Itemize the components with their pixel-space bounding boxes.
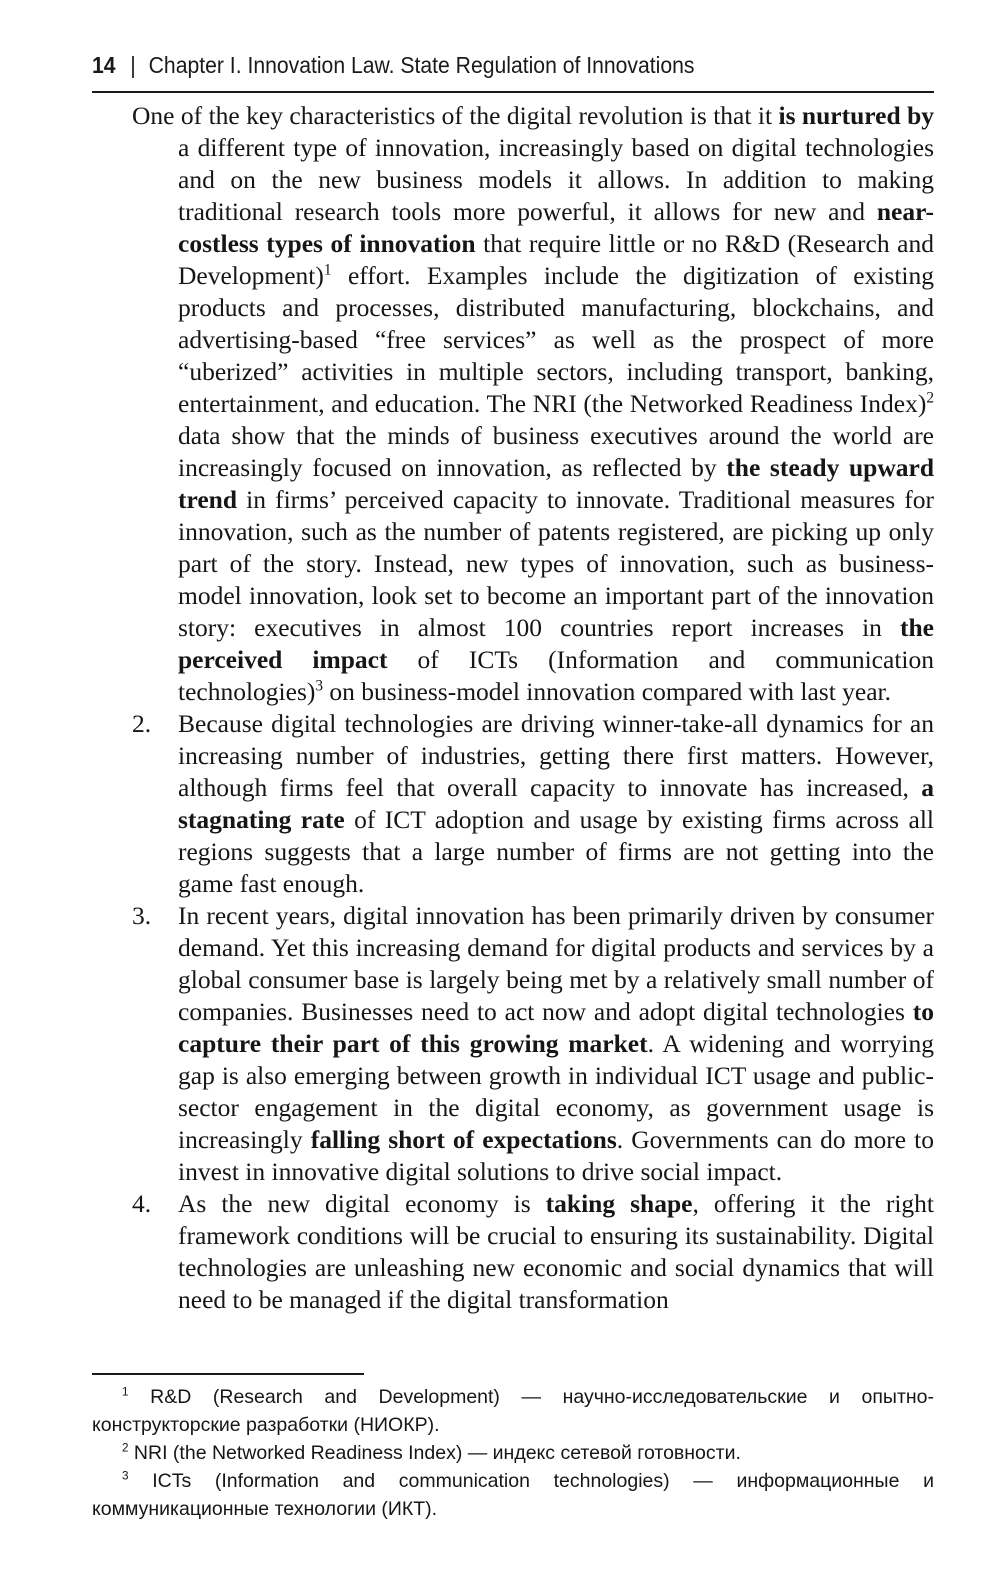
list-item-4 (132, 1188, 934, 1316)
list-marker: 2. (132, 709, 152, 738)
footnote-3 (92, 1467, 934, 1523)
text-run: in firms’ perceived capacity to innovate. Traditional measures for innovation, such as the number of patents registered, are picking up only part of the story. Instead, new types of innovation, such as business-model innovation, look set to become an important part of the innovation story: executives in almost 100 countries report increases in (178, 485, 934, 642)
text-run: a different type of innovation, increasingly based on digital technologies and on the new business models it allows. In addition to making traditional research tools more powerful, it allows for new and (178, 133, 934, 226)
emphasis: to capture their part of this growing market (178, 997, 934, 1058)
footnote-text: ICTs (Information and communication technologies) — информационные и коммуникационные технологии (ИКТ). (92, 1470, 934, 1520)
text-run: , offering it the right framework conditions will be crucial to ensuring its sustainability. Digital technologies are unleashing new economic and social dynamics that will need to be managed if the digital transformation (178, 1189, 934, 1314)
text-run: In recent years, digital innovation has been primarily driven by consumer demand. Yet this increasing demand for digital products and services by a global consumer base is largely being met by a relatively small number of companies. Businesses need to act now and adopt digital technologies (178, 901, 934, 1026)
text-run: on business-model innovation compared with last year. (323, 677, 892, 706)
emphasis: near-costless types of innovation (178, 197, 934, 258)
text-run: Because digital technologies are driving winner-take-all dynamics for an increasing number of industries, getting there first matters. However, although firms feel that overall capacity to innovate has increased, (178, 709, 934, 802)
list-item-1 (132, 100, 934, 708)
emphasis: a stagnating rate (178, 773, 934, 834)
emphasis: taking shape (545, 1189, 693, 1218)
list-item-3 (132, 900, 934, 1188)
footnote-rule (92, 1373, 364, 1375)
emphasis: is nurtured by (778, 101, 934, 130)
text-run: of ICTs (Information and communication technologies) (178, 645, 934, 706)
list-marker: 4. (132, 1189, 152, 1218)
page-number: 14 (92, 52, 116, 78)
text-run: As the new digital economy is (178, 1189, 546, 1218)
footnote-mark: 2 (122, 1441, 129, 1455)
header-separator: | (130, 52, 136, 78)
footnote-ref-2[interactable]: 2 (926, 389, 934, 407)
text-run: . A widening and worrying gap is also emerging between growth in individual ICT usage and public-sector engagement in the digital economy, as government usage is increasingly (178, 1029, 934, 1154)
text-run: One of the key characteristics of the digital revolution is that it (132, 101, 779, 130)
footnote-1 (92, 1383, 934, 1439)
text-run: of ICT adoption and usage by existing firms across all regions suggests that a large number of firms are not getting into the game fast enough. (178, 805, 935, 898)
text-run: that require little or no R&D (Research and Development) (178, 229, 934, 290)
list-item-2 (132, 708, 934, 900)
footnote-mark: 1 (122, 1385, 129, 1399)
main-text (132, 100, 934, 1316)
list-marker: 3. (132, 901, 152, 930)
footnotes (92, 1383, 934, 1523)
emphasis: the perceived impact (178, 613, 934, 674)
header-rule (92, 91, 934, 93)
running-header (92, 52, 865, 90)
footnote-ref-1[interactable]: 1 (323, 261, 332, 279)
text-run: data show that the minds of business executives around the world are increasingly focused on innovation, as reflected by (178, 421, 934, 482)
text-run: effort. Examples include the digitization of existing products and processes, distributed manufacturing, blockchains, and advertising-based “free services” as well as the prospect of more “uberized” activities in multiple sectors, including transport, banking, entertainment, and education. The NRI (the Networked Readiness Index) (178, 261, 934, 418)
footnote-text: R&D (Research and Development) — научно-исследовательские и опытно-конструкторские разработки (НИОКР). (92, 1386, 934, 1436)
chapter-title: Chapter I. Innovation Law. State Regulation of Innovations (148, 52, 695, 78)
text-run: . Governments can do more to invest in innovative digital solutions to drive social impact. (178, 1125, 934, 1186)
footnote-2 (92, 1439, 934, 1467)
footnote-text: NRI (the Networked Readiness Index) — индекс сетевой готовности. (128, 1442, 741, 1464)
footnote-mark: 3 (122, 1469, 129, 1483)
emphasis: the steady upward trend (178, 453, 934, 514)
emphasis: falling short of expectations (310, 1125, 617, 1154)
footnote-ref-3[interactable]: 3 (315, 677, 324, 695)
